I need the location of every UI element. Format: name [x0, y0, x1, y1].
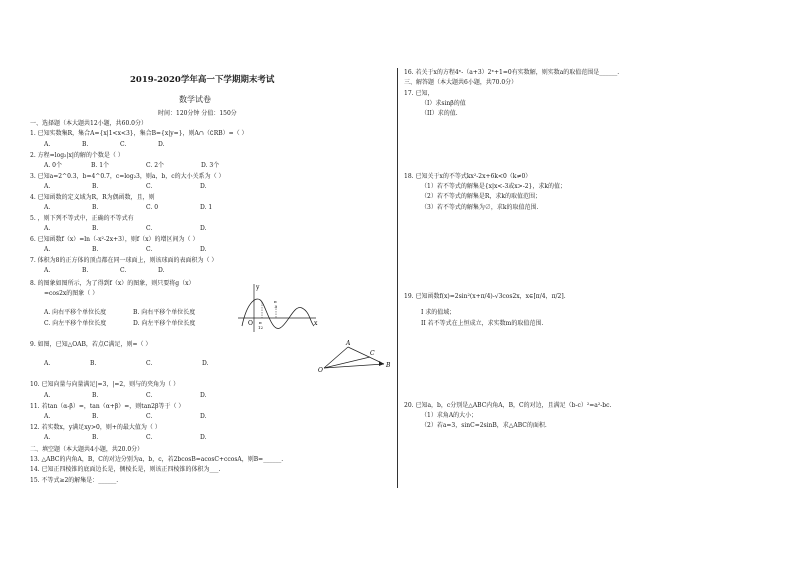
x-label: x [314, 320, 318, 327]
label-c: C [370, 350, 375, 357]
option-d: D. [200, 225, 207, 232]
question-9-options [44, 360, 240, 367]
option-c: C. [146, 246, 153, 253]
option-d: D. [202, 360, 209, 367]
question-13: 13. △ABC的内角A，B，C的对边分别为a，b，c，若2bcosB=acosC+ccosA，则B=______. [30, 456, 284, 463]
option-a: A. [44, 141, 51, 148]
question-19-part-2: II 若不等式在上恒成立，求实数m的取值范围. [421, 320, 544, 327]
option-c: C. [146, 183, 153, 190]
question-20: 20. 已知a，b，c分别是△ABC内角A，B，C的对边，且满足（b-c）²=a²-bc. [404, 402, 612, 409]
question-18-part-1: （1）若不等式的解集是{x|x<-3或x>-2}，求k的值； [421, 183, 567, 190]
option-c: C. [146, 225, 153, 232]
question-12: 12. 若实数x，y满足xy>0，则+的最大值为（ ） [30, 424, 161, 431]
label-b: B [386, 362, 391, 369]
option-b: B. [92, 392, 99, 399]
option-c: C. 2个 [146, 162, 165, 169]
option-d: D. [200, 246, 207, 253]
option-b: B. [92, 246, 99, 253]
option-b: B. [90, 360, 97, 367]
question-11: 11. 若tan（α-β）=，tan（α+β）=，则tan2β等于（ ） [30, 403, 185, 410]
option-d: D. [200, 392, 207, 399]
option-d: D. 1 [200, 204, 213, 211]
option-d: D. 3个 [201, 162, 220, 169]
question-7-options [44, 267, 196, 274]
question-12-options [44, 434, 238, 441]
origin-label: O [248, 320, 253, 327]
tick-pi-12-num: π [259, 320, 262, 325]
question-17-part-1: （I）求sinβ的值 [421, 100, 466, 107]
question-10: 10. 已知向量与向量满足|=3，|=2，则与的夹角为（ ） [30, 381, 180, 388]
segment-ab [348, 347, 384, 364]
question-19-part-1: I 求的值域； [421, 309, 456, 316]
question-8-option-a: A. 向右平移个单位长度 [44, 309, 107, 316]
question-4: 4. 已知函数的定义域为R，R为偶函数，且，则 [30, 194, 155, 201]
option-d: D. [158, 267, 165, 274]
question-8-option-b: B. 向右平移个单位长度 [133, 309, 196, 316]
option-b: B. [92, 434, 99, 441]
option-d: D. [158, 141, 165, 148]
question-7: 7. 体积为8的正方体的顶点都在同一球面上，则该球面的表面积为（ ） [30, 257, 218, 264]
option-a: A. [44, 434, 51, 441]
question-3-options [44, 183, 238, 190]
tick-pi-3-num: π [274, 299, 277, 304]
question-17: 17. 已知， [404, 90, 434, 97]
option-a: A. [44, 246, 51, 253]
time-info: 时间：120分钟 分值：150分 [158, 110, 237, 117]
option-c: C. [120, 267, 127, 274]
section-choice-heading: 一、选择题（本大题共12小题，共60.0分） [30, 120, 147, 127]
question-1: 1. 已知实数集R，集合A={x|1<x<3}，集合B={x|y=}，则A∩（∁RB）=（ ） [30, 130, 248, 137]
y-label: y [256, 284, 260, 291]
question-10-options [44, 392, 238, 399]
question-6-options [44, 246, 238, 253]
question-16: 16. 若关于x的方程4ˣ-（a+3）2ˣ+1=0有实数解，则实数a的取值范围是______. [404, 69, 620, 76]
option-d: D. [200, 434, 207, 441]
question-14: 14. 已知正四棱锥的底面边长是，侧棱长是，则该正四棱锥的体积为___. [30, 466, 221, 473]
question-5-options [44, 225, 238, 232]
question-2: 2. 方程=log₂|x|的解的个数是（ ） [30, 152, 124, 159]
question-15: 15. 不等式≥2的解集是：______. [30, 477, 119, 484]
option-b: B. [92, 413, 99, 420]
option-b: B. [92, 183, 99, 190]
question-3: 3. 已知a=2^0.3，b=4^0.7，c=log₂3，则a，b，c的大小关系为（ ） [30, 173, 225, 180]
question-8: 8. 的图象如图所示，为了得到f（x）的图象，则只要将g（x） [30, 280, 195, 287]
option-c: C. [146, 360, 153, 367]
question-8-option-d: D. 向左平移个单位长度 [133, 320, 196, 327]
option-d: D. [200, 183, 207, 190]
question-18-part-2: （2）若不等式的解集是R，求k的取值范围； [421, 193, 541, 200]
question-4-options [44, 204, 238, 211]
column-divider [397, 68, 398, 488]
label-a: A [346, 340, 351, 347]
question-17-part-2: （II）求的值. [421, 110, 458, 117]
option-a: A. [44, 413, 51, 420]
question-6: 6. 已知函数f（x）=ln（-x²-2x+3），则f（x）的增区间为（ ） [30, 236, 199, 243]
tick-pi-3-den: 3 [274, 304, 278, 309]
sine-graph-figure [236, 282, 320, 334]
section-answer-heading: 三、解答题（本大题共6小题，共70.0分） [404, 79, 518, 86]
option-a: A. [44, 267, 51, 274]
question-20-part-2: （2）若a=3，sinC=2sinB，求△ABC的面积. [421, 422, 547, 429]
option-c: C. 0 [146, 204, 159, 211]
option-b: B. [82, 267, 89, 274]
question-8-cont: =cos2x的图象（ ） [44, 290, 99, 297]
option-a: A. 0个 [44, 162, 62, 169]
label-o: O [318, 367, 323, 374]
option-b: B. [92, 204, 99, 211]
question-9: 9. 如图，已知△OAB，若点C满足，则=（ ） [30, 341, 152, 348]
question-8-option-c: C. 向左平移个单位长度 [44, 320, 107, 327]
question-1-options [44, 141, 196, 148]
option-a: A. [44, 204, 51, 211]
exam-subtitle: 数学试卷 [179, 95, 211, 104]
exam-title: 2019-2020学年高一下学期期末考试 [130, 75, 275, 85]
option-c: C. [146, 392, 153, 399]
triangle-figure [318, 338, 394, 374]
question-11-options [44, 413, 238, 420]
option-a: A. [44, 392, 51, 399]
option-a: A. [44, 183, 51, 190]
option-c: C. [146, 434, 153, 441]
question-5: 5. ，则下列不等式中，正确的不等式有 [30, 215, 134, 222]
option-a: A. [44, 225, 51, 232]
section-fill-heading: 二、填空题（本大题共4小题，共20.0分） [30, 446, 144, 453]
question-19: 19. 已知函数f(x)=2sin²(x+π/4)-√3cos2x，x∈[π/4，π/2]. [404, 293, 566, 300]
option-b: B. 1个 [91, 162, 110, 169]
option-d: D. [200, 413, 207, 420]
question-2-options [44, 162, 239, 169]
question-20-part-1: （1）求角A的大小； [421, 412, 478, 419]
option-b: B. [82, 141, 89, 148]
question-18: 18. 已知关于x的不等式kx²-2x+6k<0（k≠0） [404, 173, 532, 180]
option-a: A. [44, 360, 51, 367]
question-18-part-3: （3）若不等式的解集为∅，求k的取值范围. [421, 204, 539, 211]
tick-pi-12-den: 12 [258, 325, 264, 330]
option-c: C. [120, 141, 127, 148]
option-c: C. [146, 413, 153, 420]
option-b: B. [92, 225, 99, 232]
